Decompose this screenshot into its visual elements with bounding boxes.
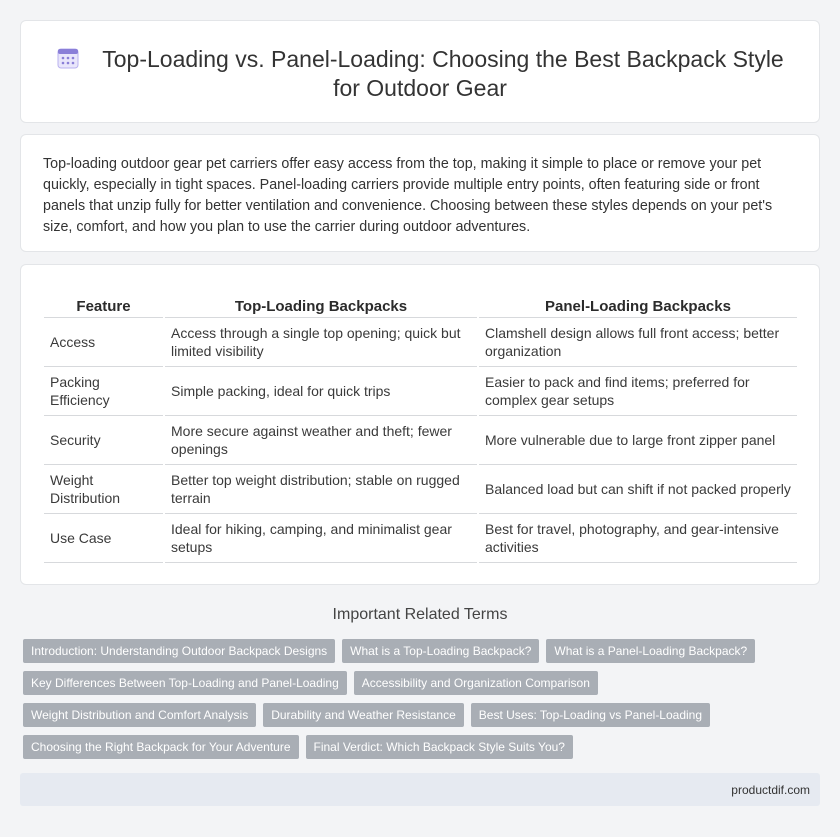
top-loading-cell: Simple packing, ideal for quick trips bbox=[165, 367, 477, 416]
page-title bbox=[21, 45, 819, 103]
feature-cell: Security bbox=[44, 416, 163, 465]
header-feature: Feature bbox=[44, 291, 163, 318]
panel-loading-cell: Best for travel, photography, and gear-intensive activities bbox=[479, 514, 797, 563]
panel-loading-cell: More vulnerable due to large front zipper panel bbox=[479, 416, 797, 465]
table-row bbox=[44, 465, 797, 514]
related-term-tag[interactable]: Key Differences Between Top-Loading and Panel-Loading bbox=[23, 671, 347, 695]
intro-card bbox=[20, 134, 820, 252]
header-panel-loading: Panel-Loading Backpacks bbox=[479, 291, 797, 318]
panel-loading-cell: Easier to pack and find items; preferred for complex gear setups bbox=[479, 367, 797, 416]
related-term-tag[interactable]: What is a Panel-Loading Backpack? bbox=[546, 639, 755, 663]
related-term-tag[interactable]: Choosing the Right Backpack for Your Adventure bbox=[23, 735, 299, 759]
related-terms-heading: Important Related Terms bbox=[332, 606, 508, 623]
top-loading-cell: Access through a single top opening; quick but limited visibility bbox=[165, 318, 477, 367]
table-header-row bbox=[44, 291, 797, 318]
calendar-icon bbox=[56, 46, 80, 70]
related-term-tag[interactable]: Best Uses: Top-Loading vs Panel-Loading bbox=[471, 703, 710, 727]
table-row bbox=[44, 514, 797, 563]
footer-site-link[interactable]: productdif.com bbox=[731, 783, 810, 797]
panel-loading-cell: Clamshell design allows full front access; better organization bbox=[479, 318, 797, 367]
top-loading-cell: Ideal for hiking, camping, and minimalist gear setups bbox=[165, 514, 477, 563]
related-term-tag[interactable]: Durability and Weather Resistance bbox=[263, 703, 464, 727]
related-term-tag[interactable]: Accessibility and Organization Comparison bbox=[354, 671, 598, 695]
title-line-1: Top-Loading vs. Panel-Loading: Choosing the Best Backpack Style bbox=[102, 46, 784, 72]
top-loading-cell: More secure against weather and theft; fewer openings bbox=[165, 416, 477, 465]
feature-cell: Access bbox=[44, 318, 163, 367]
header-top-loading: Top-Loading Backpacks bbox=[165, 291, 477, 318]
comparison-table bbox=[42, 291, 799, 563]
table-row bbox=[44, 367, 797, 416]
related-term-tag[interactable]: Weight Distribution and Comfort Analysis bbox=[23, 703, 256, 727]
intro-paragraph: Top-loading outdoor gear pet carriers offer easy access from the top, making it simple to place or remove your pet quickly, especially in tight spaces. Panel-loading carriers provide multiple entry points, often featuring side or front panels that unzip fully for better ventilation and convenience. Choosing between these styles depends on your pet's size, comfort, and how you plan to use the carrier during outdoor adventures. bbox=[43, 156, 773, 235]
feature-cell: Packing Efficiency bbox=[44, 367, 163, 416]
related-term-tag[interactable]: Final Verdict: Which Backpack Style Suits You? bbox=[306, 735, 573, 759]
panel-loading-cell: Balanced load but can shift if not packed properly bbox=[479, 465, 797, 514]
related-terms-tags bbox=[23, 639, 813, 767]
feature-cell: Weight Distribution bbox=[44, 465, 163, 514]
table-row bbox=[44, 416, 797, 465]
comparison-table-card bbox=[20, 264, 820, 585]
related-term-tag[interactable]: What is a Top-Loading Backpack? bbox=[342, 639, 539, 663]
title-line-2: for Outdoor Gear bbox=[333, 75, 507, 101]
related-term-tag[interactable]: Introduction: Understanding Outdoor Backpack Designs bbox=[23, 639, 335, 663]
footer bbox=[20, 773, 820, 806]
feature-cell: Use Case bbox=[44, 514, 163, 563]
header-card bbox=[20, 20, 820, 123]
table-row bbox=[44, 318, 797, 367]
top-loading-cell: Better top weight distribution; stable on rugged terrain bbox=[165, 465, 477, 514]
